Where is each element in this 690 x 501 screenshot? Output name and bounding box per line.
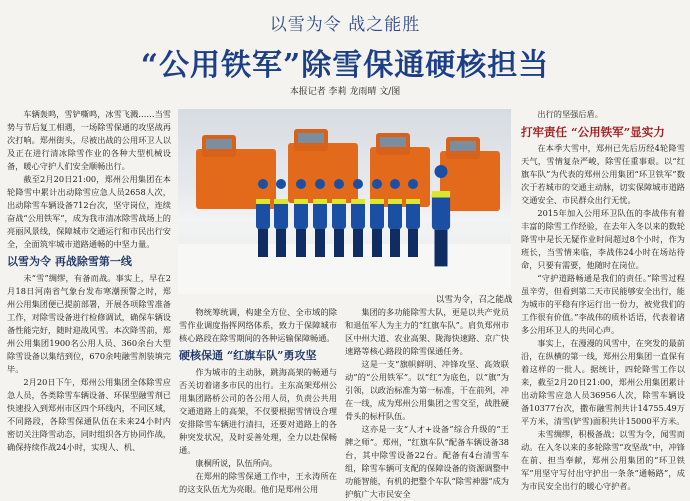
article-column-3 [345,306,509,499]
paragraph: 这是一支“旗帜鲜明、冲锋攻坚、高效联动”的“公用铁军”。以“红”为底色，以“旗”为引领，以政治标准为第一标准，干在前列，冲在一线，成为郑州公用集团之雪交至，战胜硬骨头的标杆队伍。 [345,359,509,421]
paragraph: 作为城市的主动脉，跳海高架的畅通与否关切着诸多市民的出行。主东高架郑州公用集团路桥公司的各公用人员，负责公共用交通道路上的高架，不仅要根据雪情设合理安排除雪车辆进行清扫，还要对道路上的各种突发状况，及时妥善处理，全力以赴保畅通。 [179,367,337,455]
worker [406,179,420,249]
paragraph: 事实上，在漫漫的风雪中，在突发的最前沿，在纵横的第一线，郑州公用集团一直保有着这样的一批人。据统计，四轮降雪工作以来，截至2月20日21:00，郑州公用集团累计出动除雪应急人员36956人次，除雪车辆设备10377台次，撒布融雪剂共计14755.49万平方米，清雪(铲雪)面积共计15000平方米。 [521,338,685,426]
paragraph: 2015年加入公用环卫队伍的李战伟有着丰富的除雪工作经验，在去年入冬以来的数轮降雪中是长无疑作业时间超过8个小时，作为班长，当雪情来临，李战伟24小时在场站待命，只要有需要，他随时在岗位。 [521,208,685,270]
article-column-4 [521,108,685,491]
worker [294,179,308,249]
worker [313,179,327,249]
paragraph: 这亦是一支“人才+设备”综合升级的“王牌之师”。郑州，“红旗车队”配备车辆设备38台，其中除雪设备22台。配备有4台清雪车组，除雪车辆可支配的保障设备的资源调整中功能智能，有机的把整个车队“除雪神器”成为护航广大市民安全 [345,424,509,499]
news-photo [178,109,511,294]
worker [388,179,402,249]
paragraph: 未雪绸缪，积极备战；以雪为令，闻雪而动。在入冬以来的多轮除雪“攻坚战”中，冲锋在前、担当奉献，郑州公用集团的“环卫铁军”用坚守写付出守护出一条条“通畅路”，成为市民安全出行的暖心守护者。 [521,429,685,491]
worker [351,179,365,249]
worker [274,179,288,249]
snow-ground [178,244,511,294]
subheading: 打牢责任 “公用铁军”显实力 [521,125,665,139]
paragraph: 物统筹统调，构建全方位、全市域的除雪作业调度指挥网络体系，致力于保障城市核心路段在除雪期间的各种运输保障畅通。 [179,307,337,343]
paragraph: 康桐所说，队伍所向。 [195,458,278,468]
paragraph: 集团的多功能除雪大队，更是以共产党员和退伍军人为主力的“红旗车队”。肩负郑州市区中州大道、农业高架、陇海快速路、京广快速路等核心路段的除雪保通任务。 [345,307,509,356]
subheading: 以雪为令 再战除雪第一线 [7,255,132,268]
paragraph: 截至2月20日21:00，郑州公用集团在本轮降雪中累计出动除雪应急人员2658人次，出动除雪车辆设备712台次，坚守岗位，连续奋战“公用铁军”，成为我市清冰除雪战场上的亮丽风景线，保障城市交通运行和市民出行安全，全面筑牢城市道路通畅的中坚力量。 [7,174,171,249]
worker [332,179,346,249]
paragraph: 2月20日下午，郑州公用集团全体除雪应急人员，各类除雪车辆设备、环保型融雪剂已快速投入到郑州市区四个环线内，不同区域，不同路段，各除雪保通队伍在未来24小时内密切关注降雪动态，同时组织各方协同作战，确保持续作战24小时，实现人、机、 [7,377,171,452]
paragraph: 未“雪”绸缪，有备而战。事实上，早在2月18日河南省气象台发布寒潮预警之时，郑州公用集团便已提前部署，开展各项除雪准备工作，对除雪设备进行检修调试，确保车辆设备性能完好，随时迎战风雪。本次降雪前，郑州公用集团1900名公用人员、360余台大型除雪设备以集结到位，670余吨融雪剂装填完毕。 [7,273,171,374]
headline: “公用铁军”除雪保通硬核担当 [140,48,550,83]
byline: 本报记者 李莉 龙雨晴 文/图 [289,87,401,97]
article-column-2 [179,306,337,494]
worker-leader [432,165,450,282]
paragraph: 车辆轰鸣，雪铲嘶鸣，冰雪飞溅……当雪势与节后复工相遇，一场除雪保通的攻坚战再次打响。郑州街头，尽被出战的公用环卫人以及正在进行清冰除雪作业的各种大型机械设备，暖心守护人们安全顺畅出行。 [7,109,171,171]
paragraph: 出行的坚强后盾。 [537,109,603,119]
kicker: 以雪为令 战之能胜 [269,15,421,35]
paragraph: 在本季大雪中，郑州已先后历经4轮降雪天气，雪情复杂严峻，除雪任重事艰。以“红旗车队”为代表的郑州公用集团“环卫铁军”数次于若城市的交通主动脉，切实保障城市道路交通安全、市民群众出行无忧。 [521,143,685,205]
paragraph: 在郑州的除雪保通工作中，王永涛所在的这支队伍尤为亮眼。他们是郑州公用 [179,471,337,494]
article-column-1 [7,108,171,488]
worker [256,179,270,249]
worker [370,179,384,249]
subheading: 硬核保通 “红旗车队”勇攻坚 [179,349,317,362]
photo-caption: 以雪为令，召之能战 [436,295,513,305]
paragraph: “守护道路畅通是我们的责任。”除雪过程虽辛劳，但看到第二天市民能够安全出行，能为城市的平稳有序运行出一份力，被党我们的工作很有价值。”李战伟的质朴话语，代表着诸多公用环卫人的共同心声。 [521,273,685,335]
